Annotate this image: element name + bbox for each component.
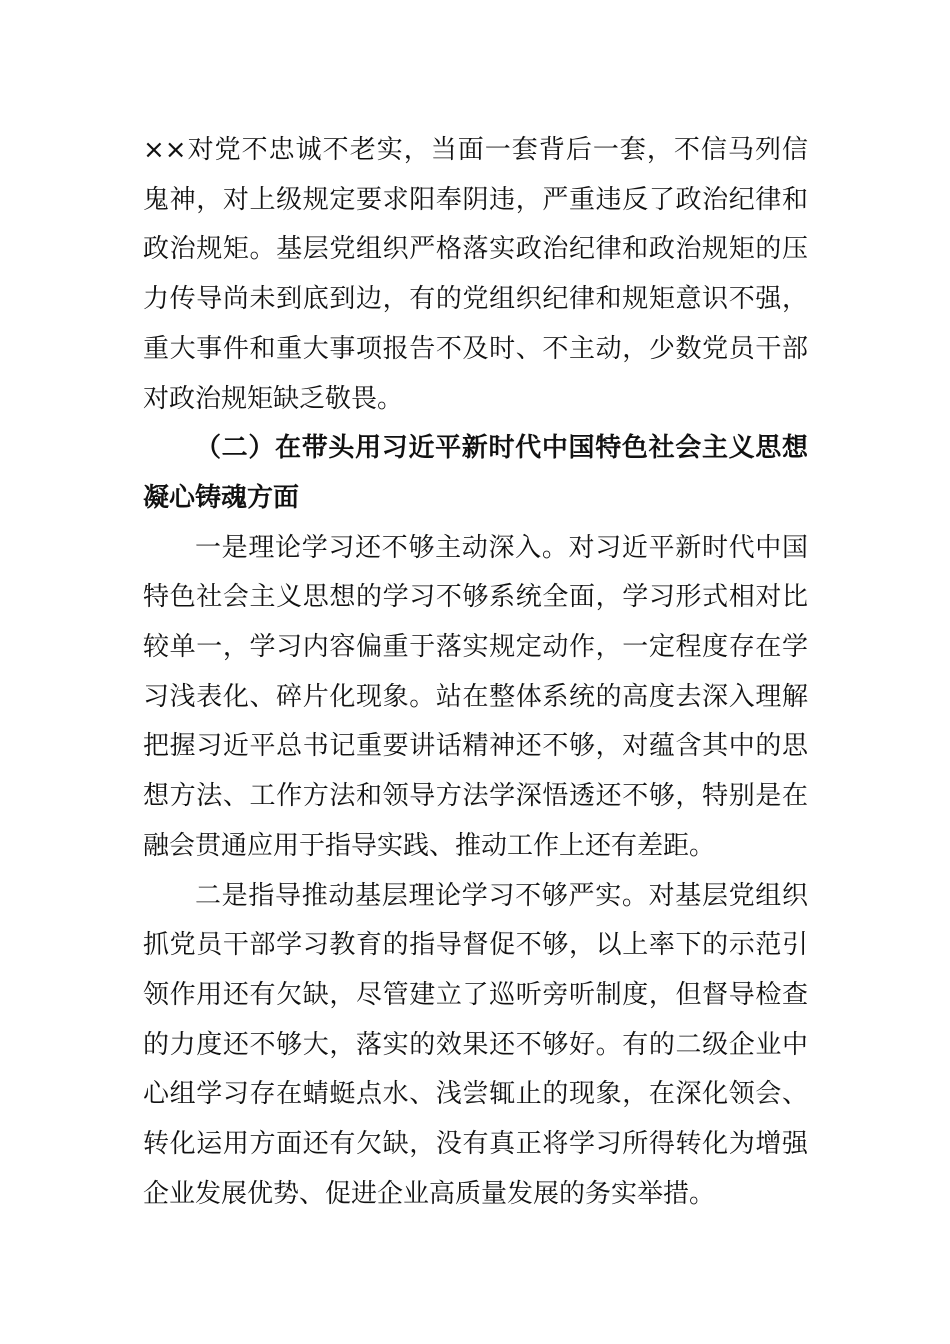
paragraph-theory-study: 一是理论学习还不够主动深入。对习近平新时代中国特色社会主义思想的学习不够系统全面，学习形式相对比较单一，学习内容偏重于落实规定动作，一定程度存在学习浅表化、碎片化现象。站在整体系统的高度去深入理解把握习近平总书记重要讲话精神还不够，对蕴含其中的思想方法、工作方法和领导方法学深悟透还不够，特别是在融会贯通应用于指导实践、推动工作上还有差距。 bbox=[143, 532, 808, 861]
paragraph-grassroots-guidance: 二是指导推动基层理论学习不够严实。对基层党组织抓党员干部学习教育的指导督促不够，以上率下的示范引领作用还有欠缺，尽管建立了巡听旁听制度，但督导检查的力度还不够大，落实的效果还不够好。有的二级企业中心组学习存在蜻蜓点水、浅尝辄止的现象，在深化领会、转化运用方面还有欠缺，没有真正将学习所得转化为增强企业发展优势、促进企业高质量发展的务实举措。 bbox=[143, 880, 808, 1209]
section-heading: （二）在带头用习近平新时代中国特色社会主义思想凝心铸魂方面 bbox=[143, 433, 808, 513]
paragraph-political-discipline: ××对党不忠诚不老实，当面一套背后一套，不信马列信鬼神，对上级规定要求阳奉阴违，严重违反了政治纪律和政治规矩。基层党组织严格落实政治纪律和政治规矩的压力传导尚未到底到边，有的党组织纪律和规矩意识不强，重大事件和重大事项报告不及时、不主动，少数党员干部对政治规矩缺乏敬畏。 bbox=[143, 135, 808, 414]
document-body bbox=[143, 126, 808, 1219]
